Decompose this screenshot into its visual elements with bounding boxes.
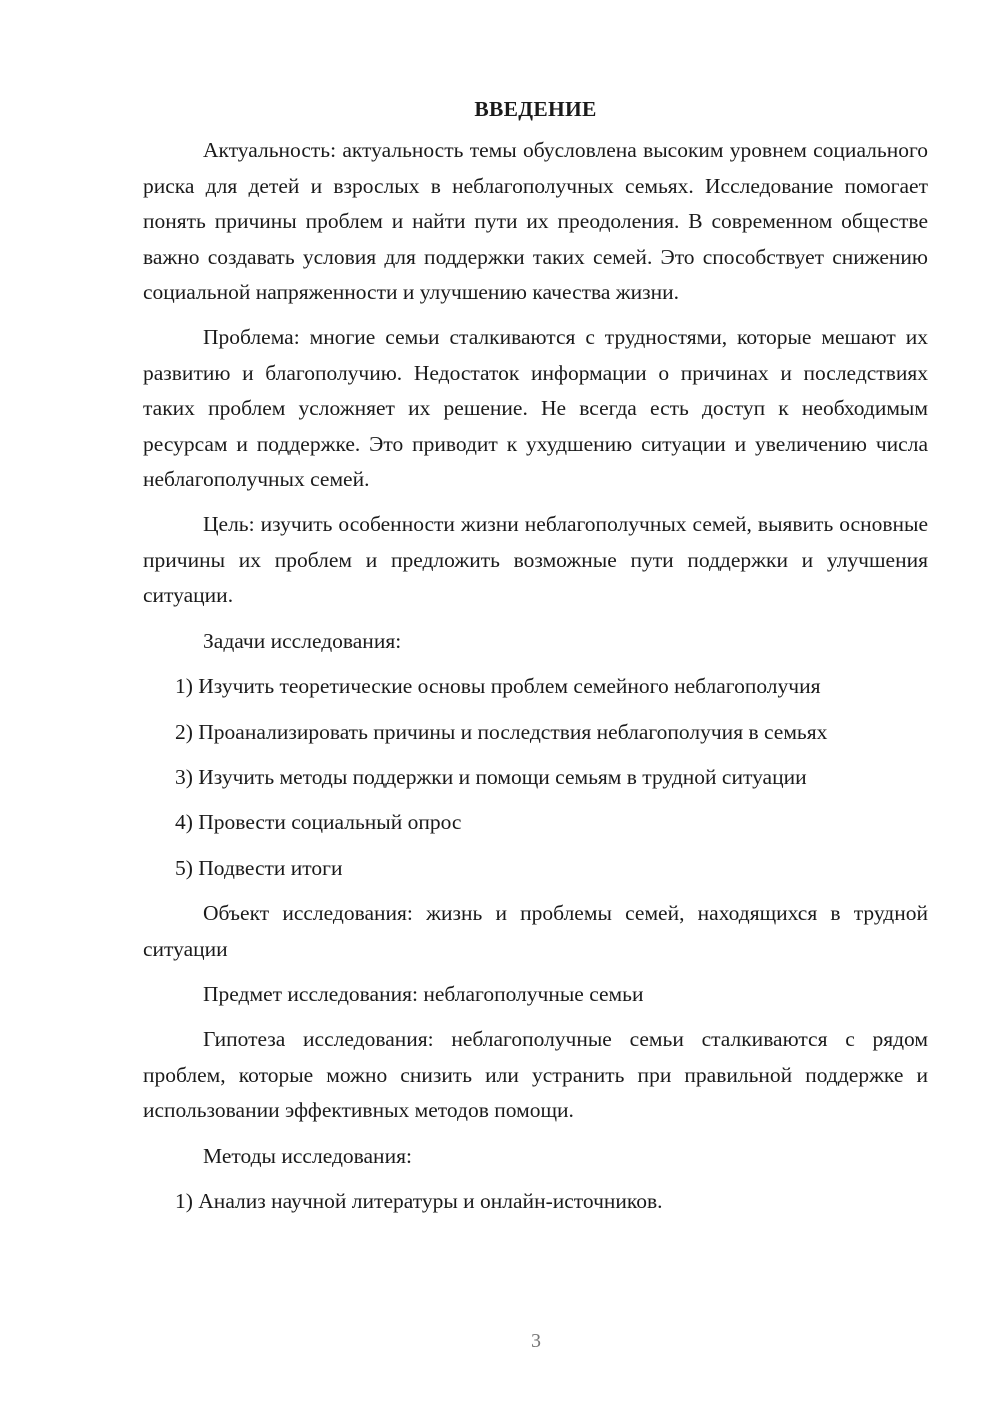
page-number: 3: [531, 1330, 541, 1352]
tasks-heading: Задачи исследования:: [203, 628, 402, 653]
method-item-1: 1) Анализ научной литературы и онлайн-источников.: [175, 1188, 663, 1213]
subject-paragraph: Предмет исследования: неблагополучные семьи: [203, 981, 644, 1006]
relevance-paragraph: Актуальность: актуальность темы обусловлена высоким уровнем социального риска для детей и взрослых в неблагополучных семьях. Исследование помогает понять причины проблем и найти пути их преодоления. В современном обществе важно создавать условия для поддержки таких семей. Это способствует снижению социальной напряженности и улучшению качества жизни.: [143, 138, 928, 305]
task-item-3: 3) Изучить методы поддержки и помощи семьям в трудной ситуации: [175, 764, 807, 789]
task-item-2: 2) Проанализировать причины и последствия неблагополучия в семьях: [175, 719, 828, 744]
task-item-5: 5) Подвести итоги: [175, 855, 343, 880]
object-paragraph: Объект исследования: жизнь и проблемы семей, находящихся в трудной ситуации: [143, 901, 928, 961]
task-item-4: 4) Провести социальный опрос: [175, 810, 462, 835]
document-page: [143, 92, 928, 1229]
goal-paragraph: Цель: изучить особенности жизни неблагополучных семей, выявить основные причины их проблем и предложить возможные пути поддержки и улучшения ситуации.: [143, 512, 928, 608]
task-item-1: 1) Изучить теоретические основы проблем семейного неблагополучия: [175, 674, 821, 699]
hypothesis-paragraph: Гипотеза исследования: неблагополучные семьи сталкиваются с рядом проблем, которые можно снизить или устранить при правильной поддержке и использовании эффективных методов помощи.: [143, 1027, 928, 1123]
problem-paragraph: Проблема: многие семьи сталкиваются с трудностями, которые мешают их развитию и благополучию. Недостаток информации о причинах и последствиях таких проблем усложняет их решение. Не всегда есть доступ к необходимым ресурсам и поддержке. Это приводит к ухудшению ситуации и увеличению числа неблагополучных семей.: [143, 325, 928, 492]
methods-heading: Методы исследования:: [203, 1143, 412, 1168]
page-title: ВВЕДЕНИЕ: [474, 97, 597, 121]
document-body: [143, 133, 928, 1219]
